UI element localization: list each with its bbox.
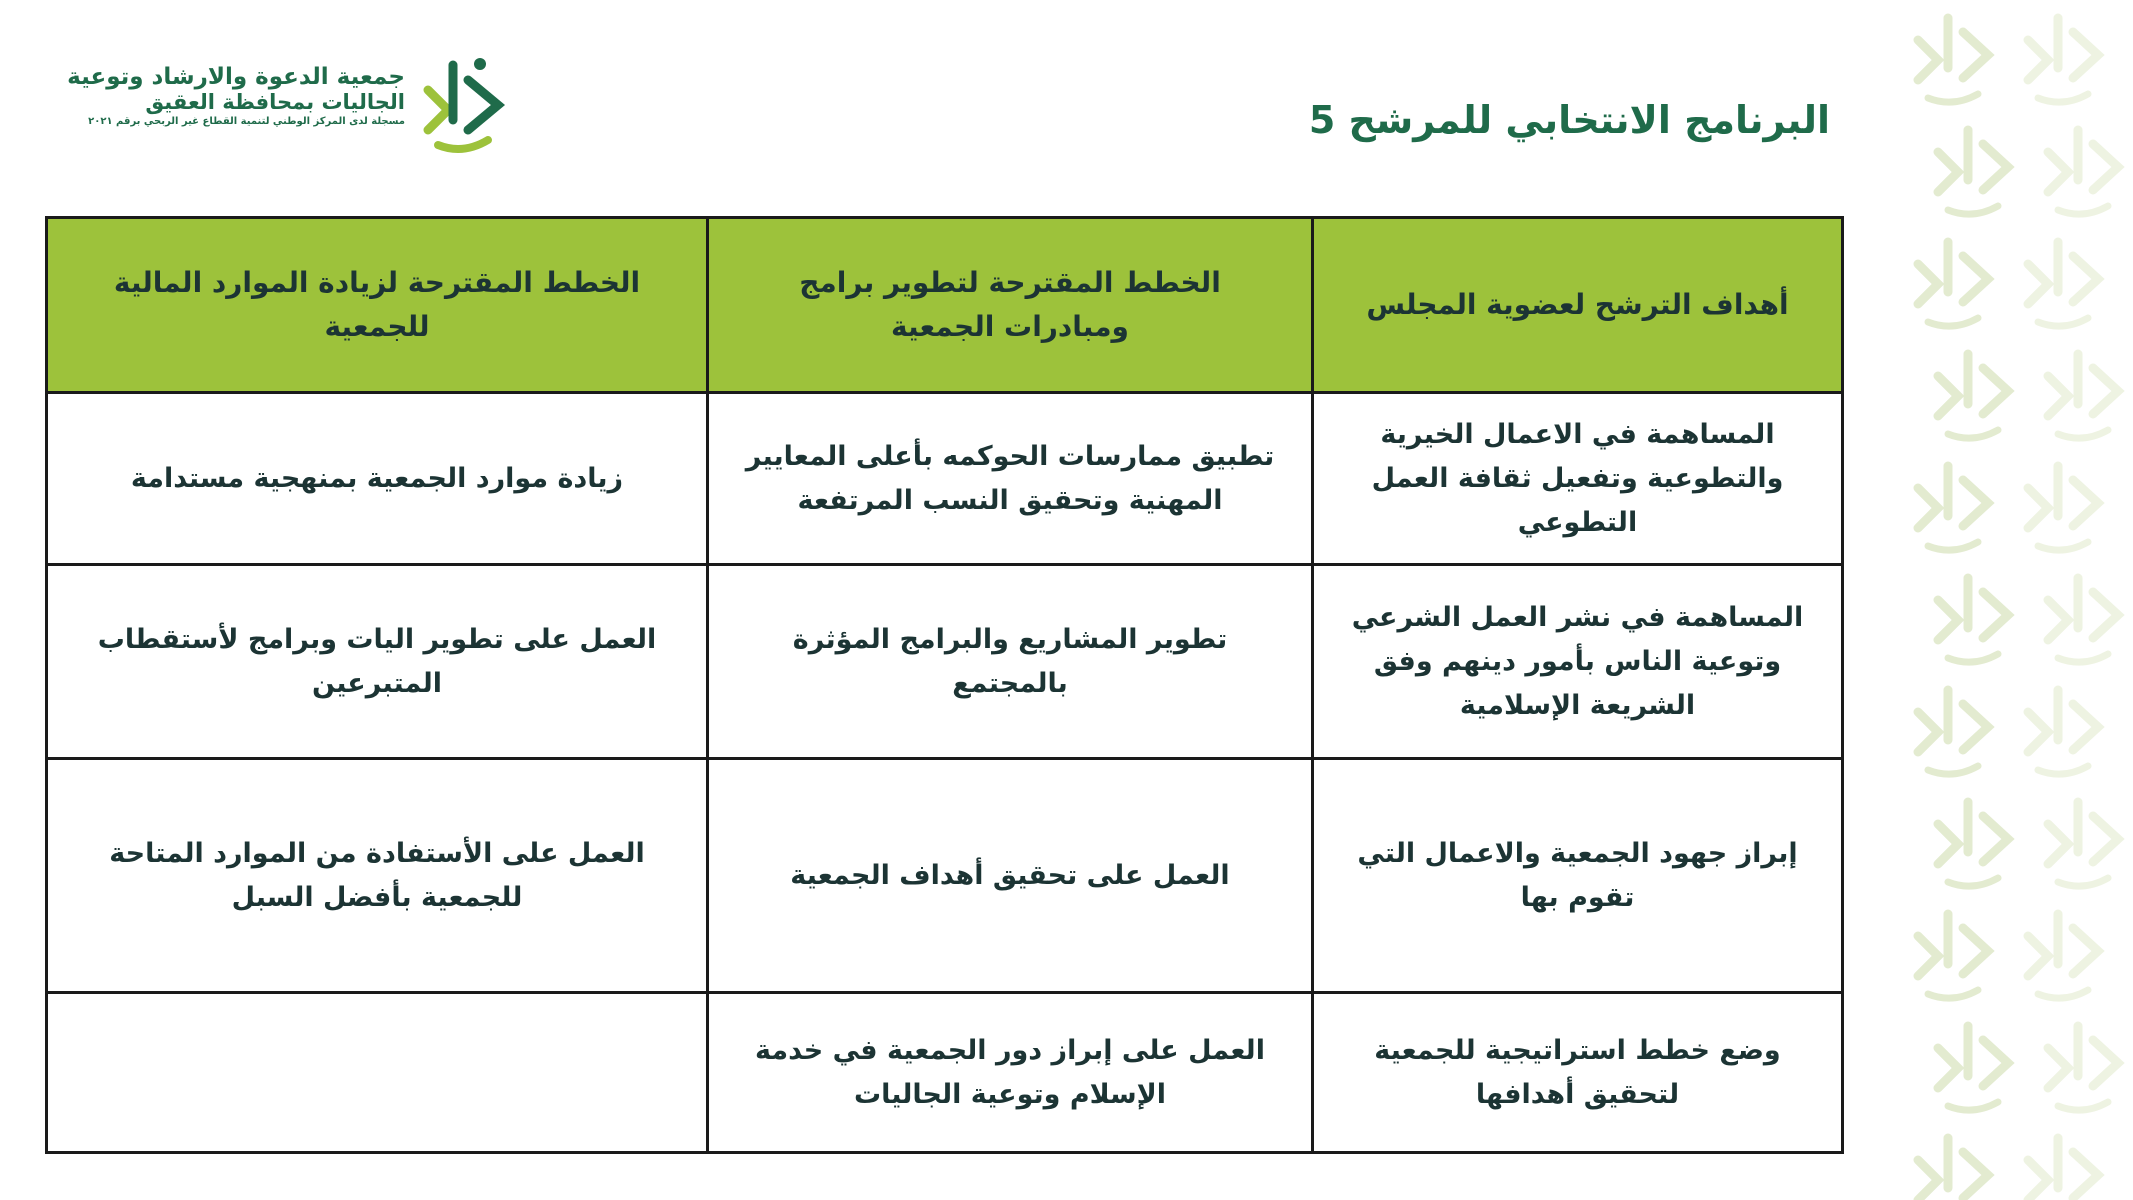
table-cell: تطوير المشاريع والبرامج المؤثرة بالمجتمع: [708, 565, 1313, 759]
table-cell: إبراز جهود الجمعية والاعمال التي تقوم بها: [1313, 759, 1843, 993]
table-cell: تطبيق ممارسات الحوكمه بأعلى المعايير المهنية وتحقيق النسب المرتفعة: [708, 393, 1313, 565]
pattern-motif: [2028, 242, 2098, 326]
program-table: [45, 216, 1844, 1154]
pattern-motif: [1938, 1026, 2008, 1110]
table-cell: [47, 993, 708, 1153]
header-financial: الخطط المقترحة لزيادة الموارد المالية للجمعية: [47, 218, 708, 393]
pattern-motif: [1918, 18, 1988, 102]
table-row: [47, 759, 1843, 993]
table-cell: المساهمة في نشر العمل الشرعي وتوعية الناس بأمور دينهم وفق الشريعة الإسلامية: [1313, 565, 1843, 759]
page-title: البرنامج الانتخابي للمرشح 5: [1308, 98, 1830, 142]
logo-line-2: الجاليات بمحافظة العقيق: [145, 90, 405, 114]
pattern-motif: [2048, 1026, 2118, 1110]
table-row: [47, 993, 1843, 1153]
pattern-motif: [2048, 354, 2118, 438]
table-cell: المساهمة في الاعمال الخيرية والتطوعية وتفعيل ثقافة العمل التطوعي: [1313, 393, 1843, 565]
pattern-motif: [1938, 354, 2008, 438]
table-cell: العمل على الأستفادة من الموارد المتاحة للجمعية بأفضل السبل: [47, 759, 708, 993]
pattern-motif: [2028, 914, 2098, 998]
pattern-motif: [2048, 578, 2118, 662]
pattern-motif: [2028, 1138, 2098, 1200]
decorative-pattern: [1888, 0, 2133, 1200]
pattern-motif: [1918, 914, 1988, 998]
pattern-motif: [2028, 466, 2098, 550]
pattern-motif: [2048, 802, 2118, 886]
table-cell: وضع خطط استراتيجية للجمعية لتحقيق أهدافها: [1313, 993, 1843, 1153]
pattern-motif: [1918, 690, 1988, 774]
pattern-motif: [1918, 466, 1988, 550]
organization-logo: [60, 50, 520, 160]
logo-text: [60, 64, 405, 130]
pattern-motif: [1918, 242, 1988, 326]
table-cell: العمل على تحقيق أهداف الجمعية: [708, 759, 1313, 993]
table-row: [47, 393, 1843, 565]
table-cell: زيادة موارد الجمعية بمنهجية مستدامة: [47, 393, 708, 565]
pattern-motif: [1918, 1138, 1988, 1200]
table-row: [47, 565, 1843, 759]
table-cell: العمل على تطوير اليات وبرامج لأستقطاب المتبرعين: [47, 565, 708, 759]
header-programs: الخطط المقترحة لتطوير برامج ومبادرات الجمعية: [708, 218, 1313, 393]
header-goals: أهداف الترشح لعضوية المجلس: [1313, 218, 1843, 393]
pattern-motif: [1938, 578, 2008, 662]
table-header-row: [47, 218, 1843, 393]
table-cell: العمل على إبراز دور الجمعية في خدمة الإسلام وتوعية الجاليات: [708, 993, 1313, 1153]
logo-emblem-icon: [408, 50, 518, 160]
pattern-motif: [2028, 690, 2098, 774]
pattern-motif: [1938, 130, 2008, 214]
pattern-motif: [2048, 130, 2118, 214]
pattern-motif: [2028, 18, 2098, 102]
logo-line-3: مسجلة لدى المركز الوطني لتنمية القطاع غير الربحي برقم ٢٠٢١: [88, 116, 405, 127]
logo-line-1: جمعية الدعوة والارشاد وتوعية: [67, 64, 405, 90]
pattern-motif: [1938, 802, 2008, 886]
